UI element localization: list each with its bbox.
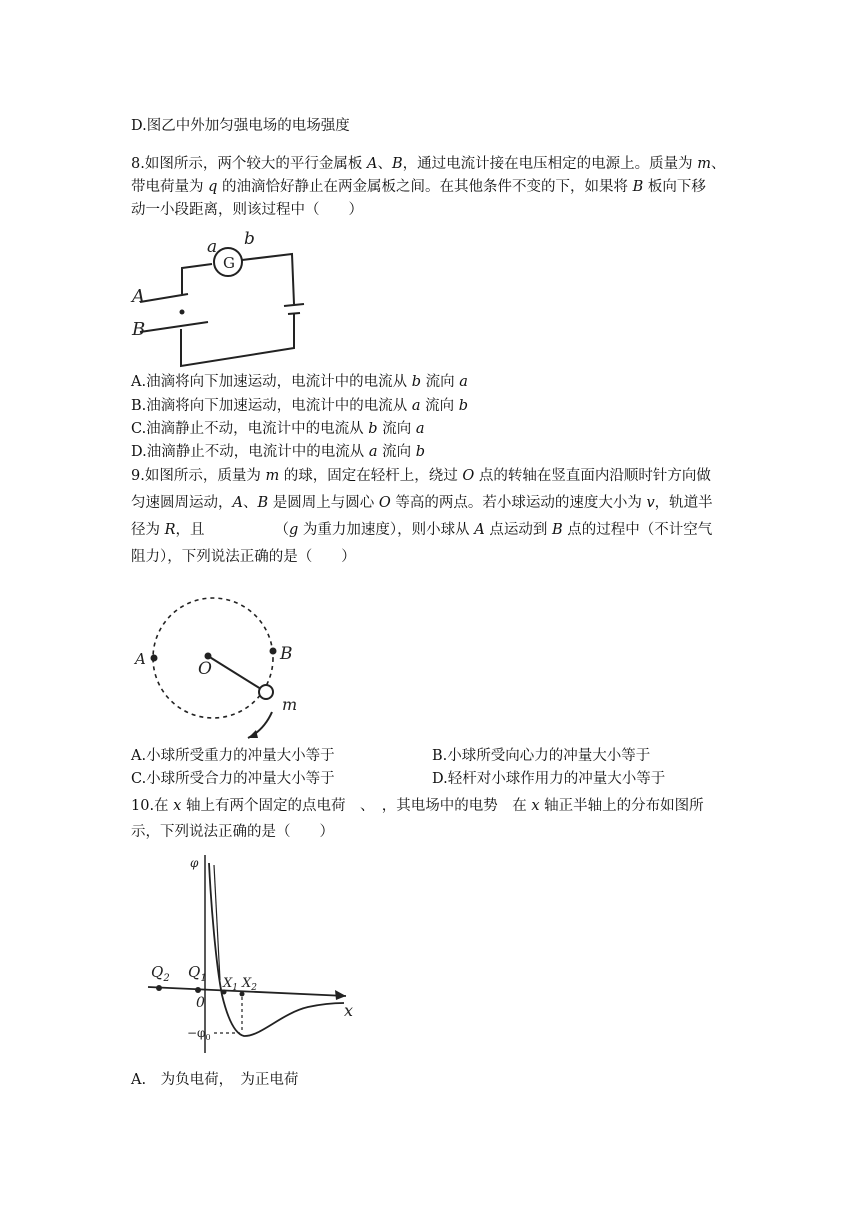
q8-circuit-figure xyxy=(128,228,308,370)
q8-option-b: B.油滴将向下加速运动，电流计中的电流从 a 流向 b xyxy=(131,398,469,414)
terminal-a-label: a xyxy=(207,237,218,257)
point-x2 xyxy=(240,992,245,997)
ball xyxy=(259,685,273,699)
q10-stem-line-1: 10.在 x 轴上有两个固定的点电荷 、 ，其电场中的电势 在 x 轴正半轴上的分布如图所 xyxy=(131,798,704,814)
q9-option-d: D.轻杆对小球作用力的冲量大小等于 xyxy=(432,771,666,787)
x-axis-label: x xyxy=(344,1001,354,1020)
q9-option-c: C.小球所受合力的冲量大小等于 xyxy=(131,771,335,787)
q8-option-c: C.油滴静止不动，电流计中的电流从 b 流向 a xyxy=(131,421,425,437)
label-a: A xyxy=(135,650,146,668)
q1-label: $Q_1$ xyxy=(188,963,207,984)
plate-b-label: B xyxy=(132,319,146,340)
charge-q1 xyxy=(195,987,201,993)
q8-stem-line-2: 带电荷量为 q 的油滴恰好静止在两金属板之间。在其他条件不变的下，如果将 B 板向下移 xyxy=(131,179,706,195)
label-o: O xyxy=(198,659,212,679)
q8-option-a: A.油滴将向下加速运动，电流计中的电流从 b 流向 a xyxy=(131,374,468,390)
q10-potential-graph xyxy=(132,845,362,1060)
q8-stem-line-1: 8.如图所示，两个较大的平行金属板 A、B，通过电流计接在电压相定的电源上。质量为 m、 xyxy=(131,156,726,172)
q9-option-a: A.小球所受重力的冲量大小等于 xyxy=(131,748,335,764)
q9-stem-line-1: 9.如图所示，质量为 m 的球，固定在轻杆上，绕过 O 点的转轴在竖直面内沿顺时针方向做 xyxy=(131,468,711,484)
phi-axis-label: φ xyxy=(190,856,199,870)
q9-circle-figure xyxy=(132,572,312,744)
q8-option-d: D.油滴静止不动，电流计中的电流从 a 流向 b xyxy=(131,444,425,460)
x2-label: $X_2$ xyxy=(242,976,257,993)
q10-stem-line-2: 示，下列说法正确的是（ ） xyxy=(131,824,334,840)
q9-stem-line-2: 匀速圆周运动，A、B 是圆周上与圆心 O 等高的两点。若小球运动的速度大小为 v，轨道半 xyxy=(131,495,713,511)
q8-stem-line-3: 动一小段距离，则该过程中（ ） xyxy=(131,202,363,218)
x1-label: $X_1$ xyxy=(223,976,238,993)
q10-option-a: A. 为负电荷， 为正电荷 xyxy=(131,1072,299,1088)
potential-curve xyxy=(209,863,344,1036)
point-a xyxy=(151,655,158,662)
q9-stem-line-4: 阻力），下列说法正确的是（ ） xyxy=(131,549,356,565)
plate-a-label: A xyxy=(132,286,145,307)
label-m: m xyxy=(282,695,298,714)
x-axis-arrow-icon xyxy=(335,990,346,1000)
q9-stem-line-3: 径为 R，且 （g 为重力加速度），则小球从 A 点运动到 B 点的过程中（不计空气 xyxy=(131,522,713,538)
charge-q2 xyxy=(156,985,162,991)
point-b xyxy=(270,648,277,655)
origin-label: 0 xyxy=(196,995,205,1011)
neg-phi0-label: $-\varphi_0$ xyxy=(187,1026,211,1042)
meter-label: G xyxy=(223,254,235,272)
terminal-b-label: b xyxy=(244,229,255,249)
oil-drop xyxy=(180,310,185,315)
q7-option-d: D.图乙中外加匀强电场的电场强度 xyxy=(131,118,350,134)
direction-arrow-icon xyxy=(248,730,258,738)
q9-option-b: B.小球所受向心力的冲量大小等于 xyxy=(432,748,651,764)
label-b: B xyxy=(280,644,293,664)
q2-label: $Q_2$ xyxy=(151,963,170,984)
